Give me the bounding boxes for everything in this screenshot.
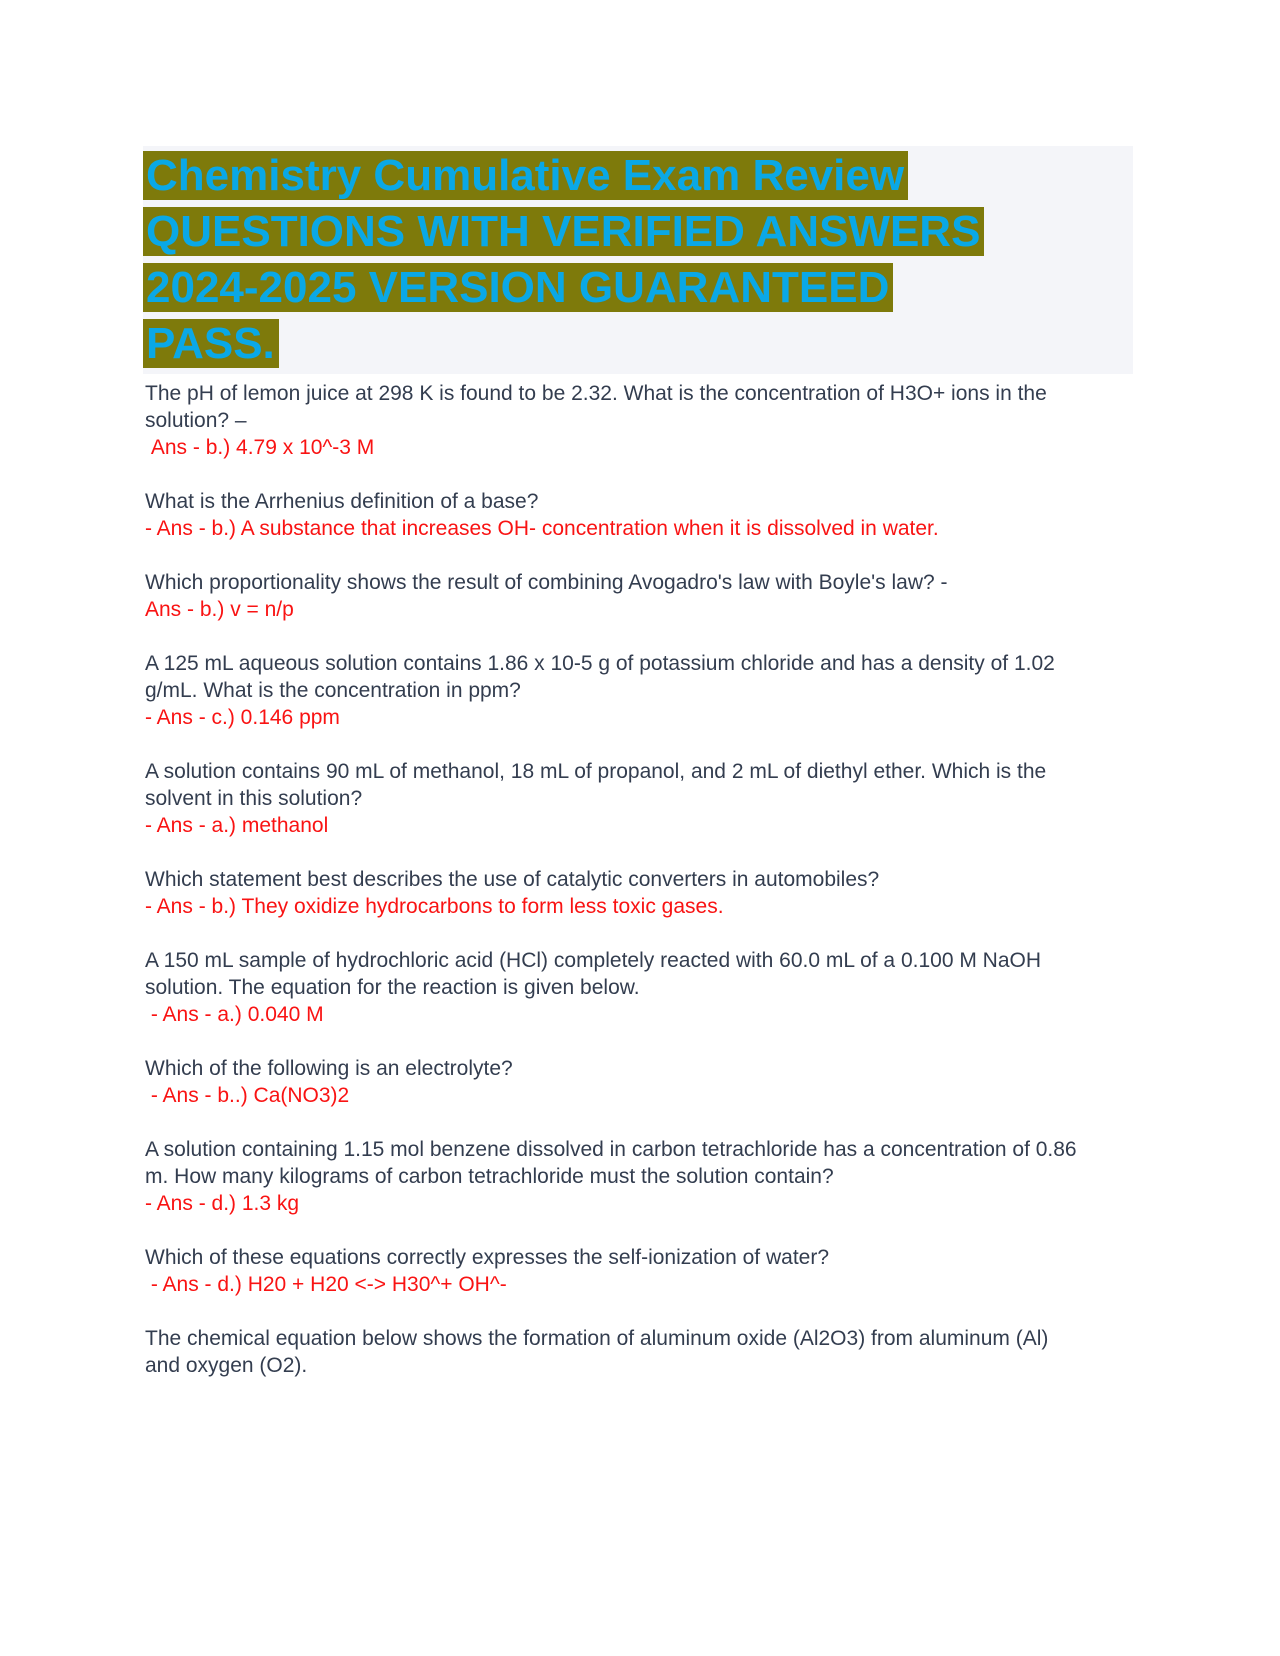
answer-text: - Ans - d.) H20 + H20 <-> H30^+ OH^-	[145, 1273, 507, 1296]
answer-text: - Ans - d.) 1.3 kg	[145, 1192, 300, 1215]
title-line-text: PASS.	[143, 319, 279, 368]
title-line-text: QUESTIONS WITH VERIFIED ANSWERS	[143, 207, 984, 256]
qa-item	[145, 488, 1085, 542]
qa-item	[145, 569, 1085, 623]
qa-item	[145, 1055, 1085, 1109]
title-line-text: Chemistry Cumulative Exam Review	[143, 151, 908, 200]
question-text: A 150 mL sample of hydrochloric acid (HCl) completely reacted with 60.0 mL of a 0.100 M NaOH solution. The equation for the reaction is given below.	[145, 949, 1047, 999]
answer-text: - Ans - a.) methanol	[145, 814, 329, 837]
qa-item	[145, 866, 1085, 920]
title-line-text: 2024-2025 VERSION GUARANTEED	[143, 263, 893, 312]
answer-text: - Ans - b..) Ca(NO3)2	[145, 1084, 350, 1107]
question-text: Which of these equations correctly expresses the self-ionization of water?	[145, 1246, 830, 1269]
page-title	[143, 148, 1133, 372]
qa-item	[145, 650, 1085, 731]
question-text: Which proportionality shows the result of combining Avogadro's law with Boyle's law? -	[145, 571, 948, 594]
title-line	[143, 260, 1133, 316]
title-line	[143, 316, 1133, 372]
answer-text: - Ans - b.) A substance that increases OH- concentration when it is dissolved in water.	[145, 517, 939, 540]
answer-text: Ans - b.) 4.79 x 10^-3 M	[145, 436, 375, 459]
qa-item	[145, 1325, 1085, 1379]
answer-text: Ans - b.) v = n/p	[145, 598, 294, 621]
question-text: Which statement best describes the use of catalytic converters in automobiles?	[145, 868, 880, 891]
question-text: The chemical equation below shows the formation of aluminum oxide (Al2O3) from aluminum (Al) and oxygen (O2).	[145, 1327, 1055, 1377]
answer-text: - Ans - c.) 0.146 ppm	[145, 706, 340, 729]
qa-item	[145, 758, 1085, 839]
question-text: The pH of lemon juice at 298 K is found to be 2.32. What is the concentration of H3O+ ions in the solution? –	[145, 382, 1053, 432]
question-text: A 125 mL aqueous solution contains 1.86 x 10-5 g of potassium chloride and has a density of 1.02 g/mL. What is the concentration in ppm?	[145, 652, 1061, 702]
qa-item	[145, 947, 1085, 1028]
question-text: What is the Arrhenius definition of a base?	[145, 490, 539, 513]
answer-text: - Ans - a.) 0.040 M	[145, 1003, 324, 1026]
question-text: A solution containing 1.15 mol benzene dissolved in carbon tetrachloride has a concentration of 0.86 m. How many kilograms of carbon tetrachloride must the solution contain?	[145, 1138, 1083, 1188]
answer-text: - Ans - b.) They oxidize hydrocarbons to form less toxic gases.	[145, 895, 724, 918]
question-text: A solution contains 90 mL of methanol, 18 mL of propanol, and 2 mL of diethyl ether. Which is the solvent in this solution?	[145, 760, 1053, 810]
question-text: Which of the following is an electrolyte?	[145, 1057, 513, 1080]
title-line	[143, 204, 1133, 260]
title-line	[143, 148, 1133, 204]
qa-list	[145, 380, 1085, 1379]
qa-item	[145, 1136, 1085, 1217]
qa-item	[145, 1244, 1085, 1298]
qa-item	[145, 380, 1085, 461]
title-highlight-box	[143, 146, 1133, 374]
